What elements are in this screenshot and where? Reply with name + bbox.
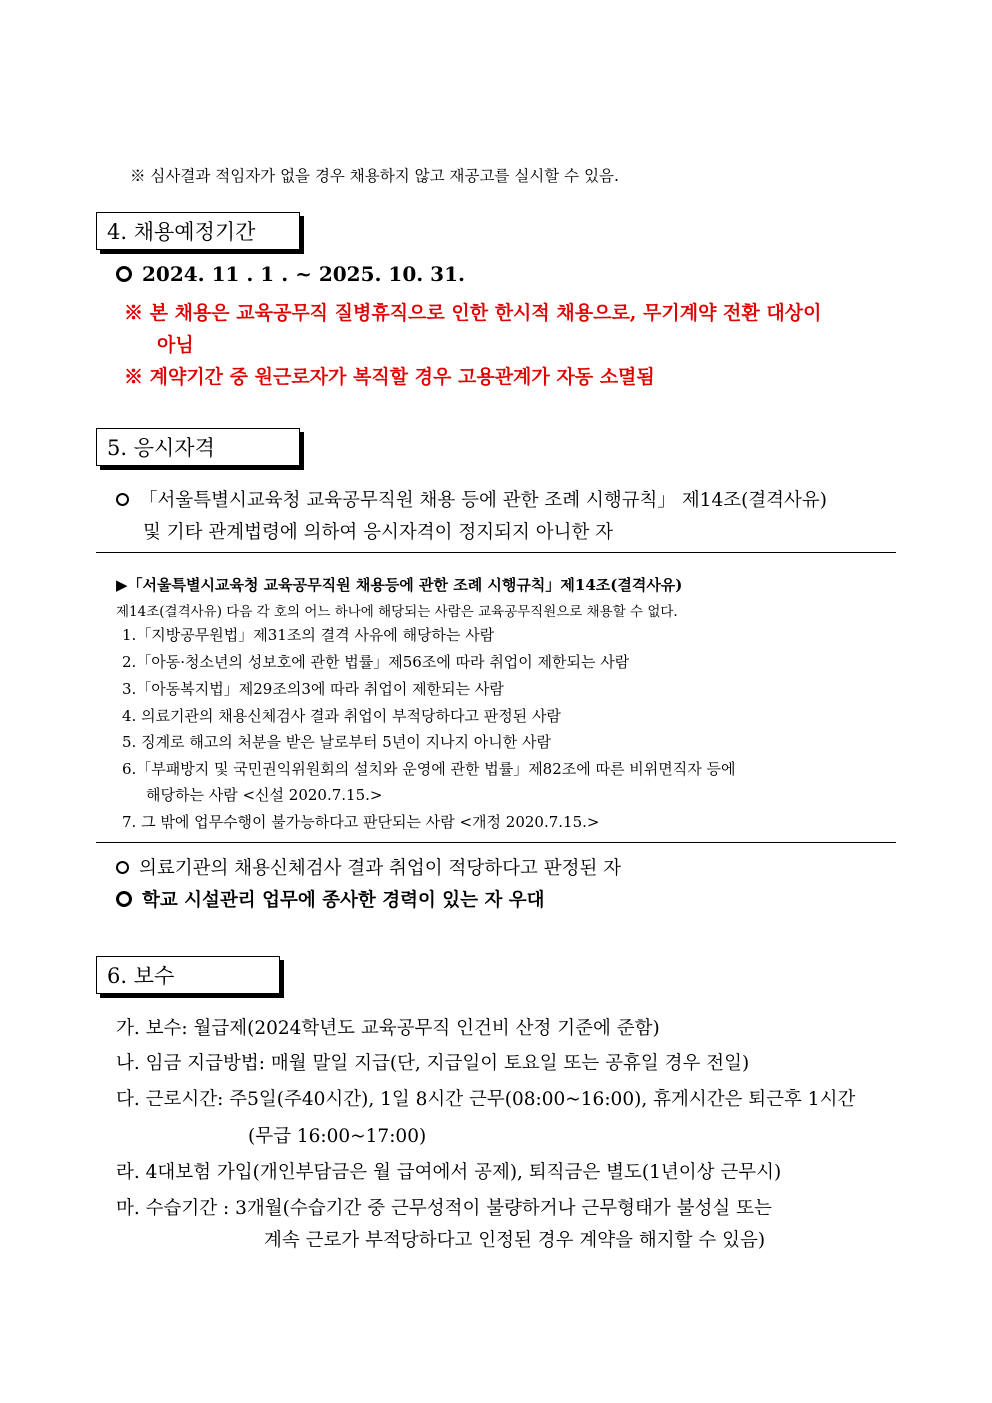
law-item-cont: 해당하는 사람 <신설 2020.7.15.> [146, 786, 383, 804]
pay-line-cont: (무급 16:00~17:00) [248, 1126, 427, 1147]
circle-bullet-icon [116, 266, 132, 282]
section-4-title: 4. 채용예정기간 [96, 212, 300, 250]
pay-line-cont: 계속 근로가 부적당하다고 인정된 경우 계약을 해지할 수 있음) [264, 1230, 766, 1251]
law-item: 5. 징계로 해고의 처분을 받은 날로부터 5년이 지나지 아니한 사람 [122, 733, 552, 751]
law-subtitle: 제14조(결격사유) 다음 각 호의 어느 하나에 해당되는 사람은 교육공무직원으로 채용할 수 없다. [116, 604, 678, 620]
notice-temporary-cont: 아님 [157, 334, 194, 356]
law-item: 4. 의료기관의 채용신체검사 결과 취업이 부적당하다고 판정된 사람 [122, 707, 561, 725]
pay-line: 다. 근로시간: 주5일(주40시간), 1일 8시간 근무(08:00~16:00), 휴게시간은 퇴근후 1시간 [116, 1089, 856, 1110]
law-title: ▶「서울특별시교육청 교육공무직원 채용등에 관한 조례 시행규칙」제14조(결격사유) [116, 576, 683, 594]
top-note: ※ 심사결과 적임자가 없을 경우 채용하지 않고 재공고를 실시할 수 있음. [130, 167, 619, 185]
law-item: 3.「아동복지법」제29조의3에 따라 취업이 제한되는 사람 [122, 680, 504, 698]
qualification-1 [116, 486, 827, 512]
divider-bottom [96, 842, 896, 843]
law-item: 6.「부패방지 및 국민권익위원회의 설치와 운영에 관한 법률」제82조에 따른 비위면직자 등에 [122, 760, 736, 778]
pay-line: 라. 4대보험 가입(개인부담금은 월 급여에서 공제), 퇴직금은 별도(1년이상 근무시) [116, 1162, 782, 1183]
qualification-3-text: 학교 시설관리 업무에 종사한 경력이 있는 자 우대 [142, 890, 545, 911]
qualification-2 [116, 854, 621, 880]
qualification-1-text: 「서울특별시교육청 교육공무직원 채용 등에 관한 조례 시행규칙」 제14조(결격사유) [139, 490, 828, 511]
qualification-2-text: 의료기관의 채용신체검사 결과 취업이 적당하다고 판정된 자 [139, 858, 622, 879]
qualification-3 [116, 886, 545, 912]
circle-bullet-icon [116, 891, 132, 907]
law-item: 2.「아동·청소년의 성보호에 관한 법률」제56조에 따라 취업이 제한되는 사람 [122, 653, 630, 671]
law-item: 7. 그 밖에 업무수행이 불가능하다고 판단되는 사람 <개정 2020.7.15.> [122, 813, 600, 831]
pay-line: 가. 보수: 월급제(2024학년도 교육공무직 인건비 산정 기준에 준함) [116, 1018, 660, 1039]
pay-line: 나. 임금 지급방법: 매월 말일 지급(단, 지급일이 토요일 또는 공휴일 경우 전일) [116, 1053, 750, 1074]
divider-top [96, 552, 896, 553]
circle-bullet-icon [116, 493, 129, 506]
qualification-1-cont: 및 기타 관계법령에 의하여 응시자격이 정지되지 아니한 자 [143, 522, 614, 543]
section-5-title: 5. 응시자격 [96, 428, 300, 466]
recruitment-period-text: 2024. 11 . 1 . ~ 2025. 10. 31. [142, 262, 465, 286]
circle-bullet-icon [116, 861, 129, 874]
notice-termination: ※ 계약기간 중 원근로자가 복직할 경우 고용관계가 자동 소멸됨 [124, 366, 655, 388]
notice-temporary: ※ 본 채용은 교육공무직 질병휴직으로 인한 한시적 채용으로, 무기계약 전환 대상이 [124, 302, 822, 324]
recruitment-period [116, 262, 465, 286]
section-6-title: 6. 보수 [96, 956, 280, 994]
law-item: 1.「지방공무원법」제31조의 결격 사유에 해당하는 사람 [122, 626, 495, 644]
pay-line: 마. 수습기간 : 3개월(수습기간 중 근무성적이 불량하거나 근무형태가 불성실 또는 [116, 1198, 772, 1219]
